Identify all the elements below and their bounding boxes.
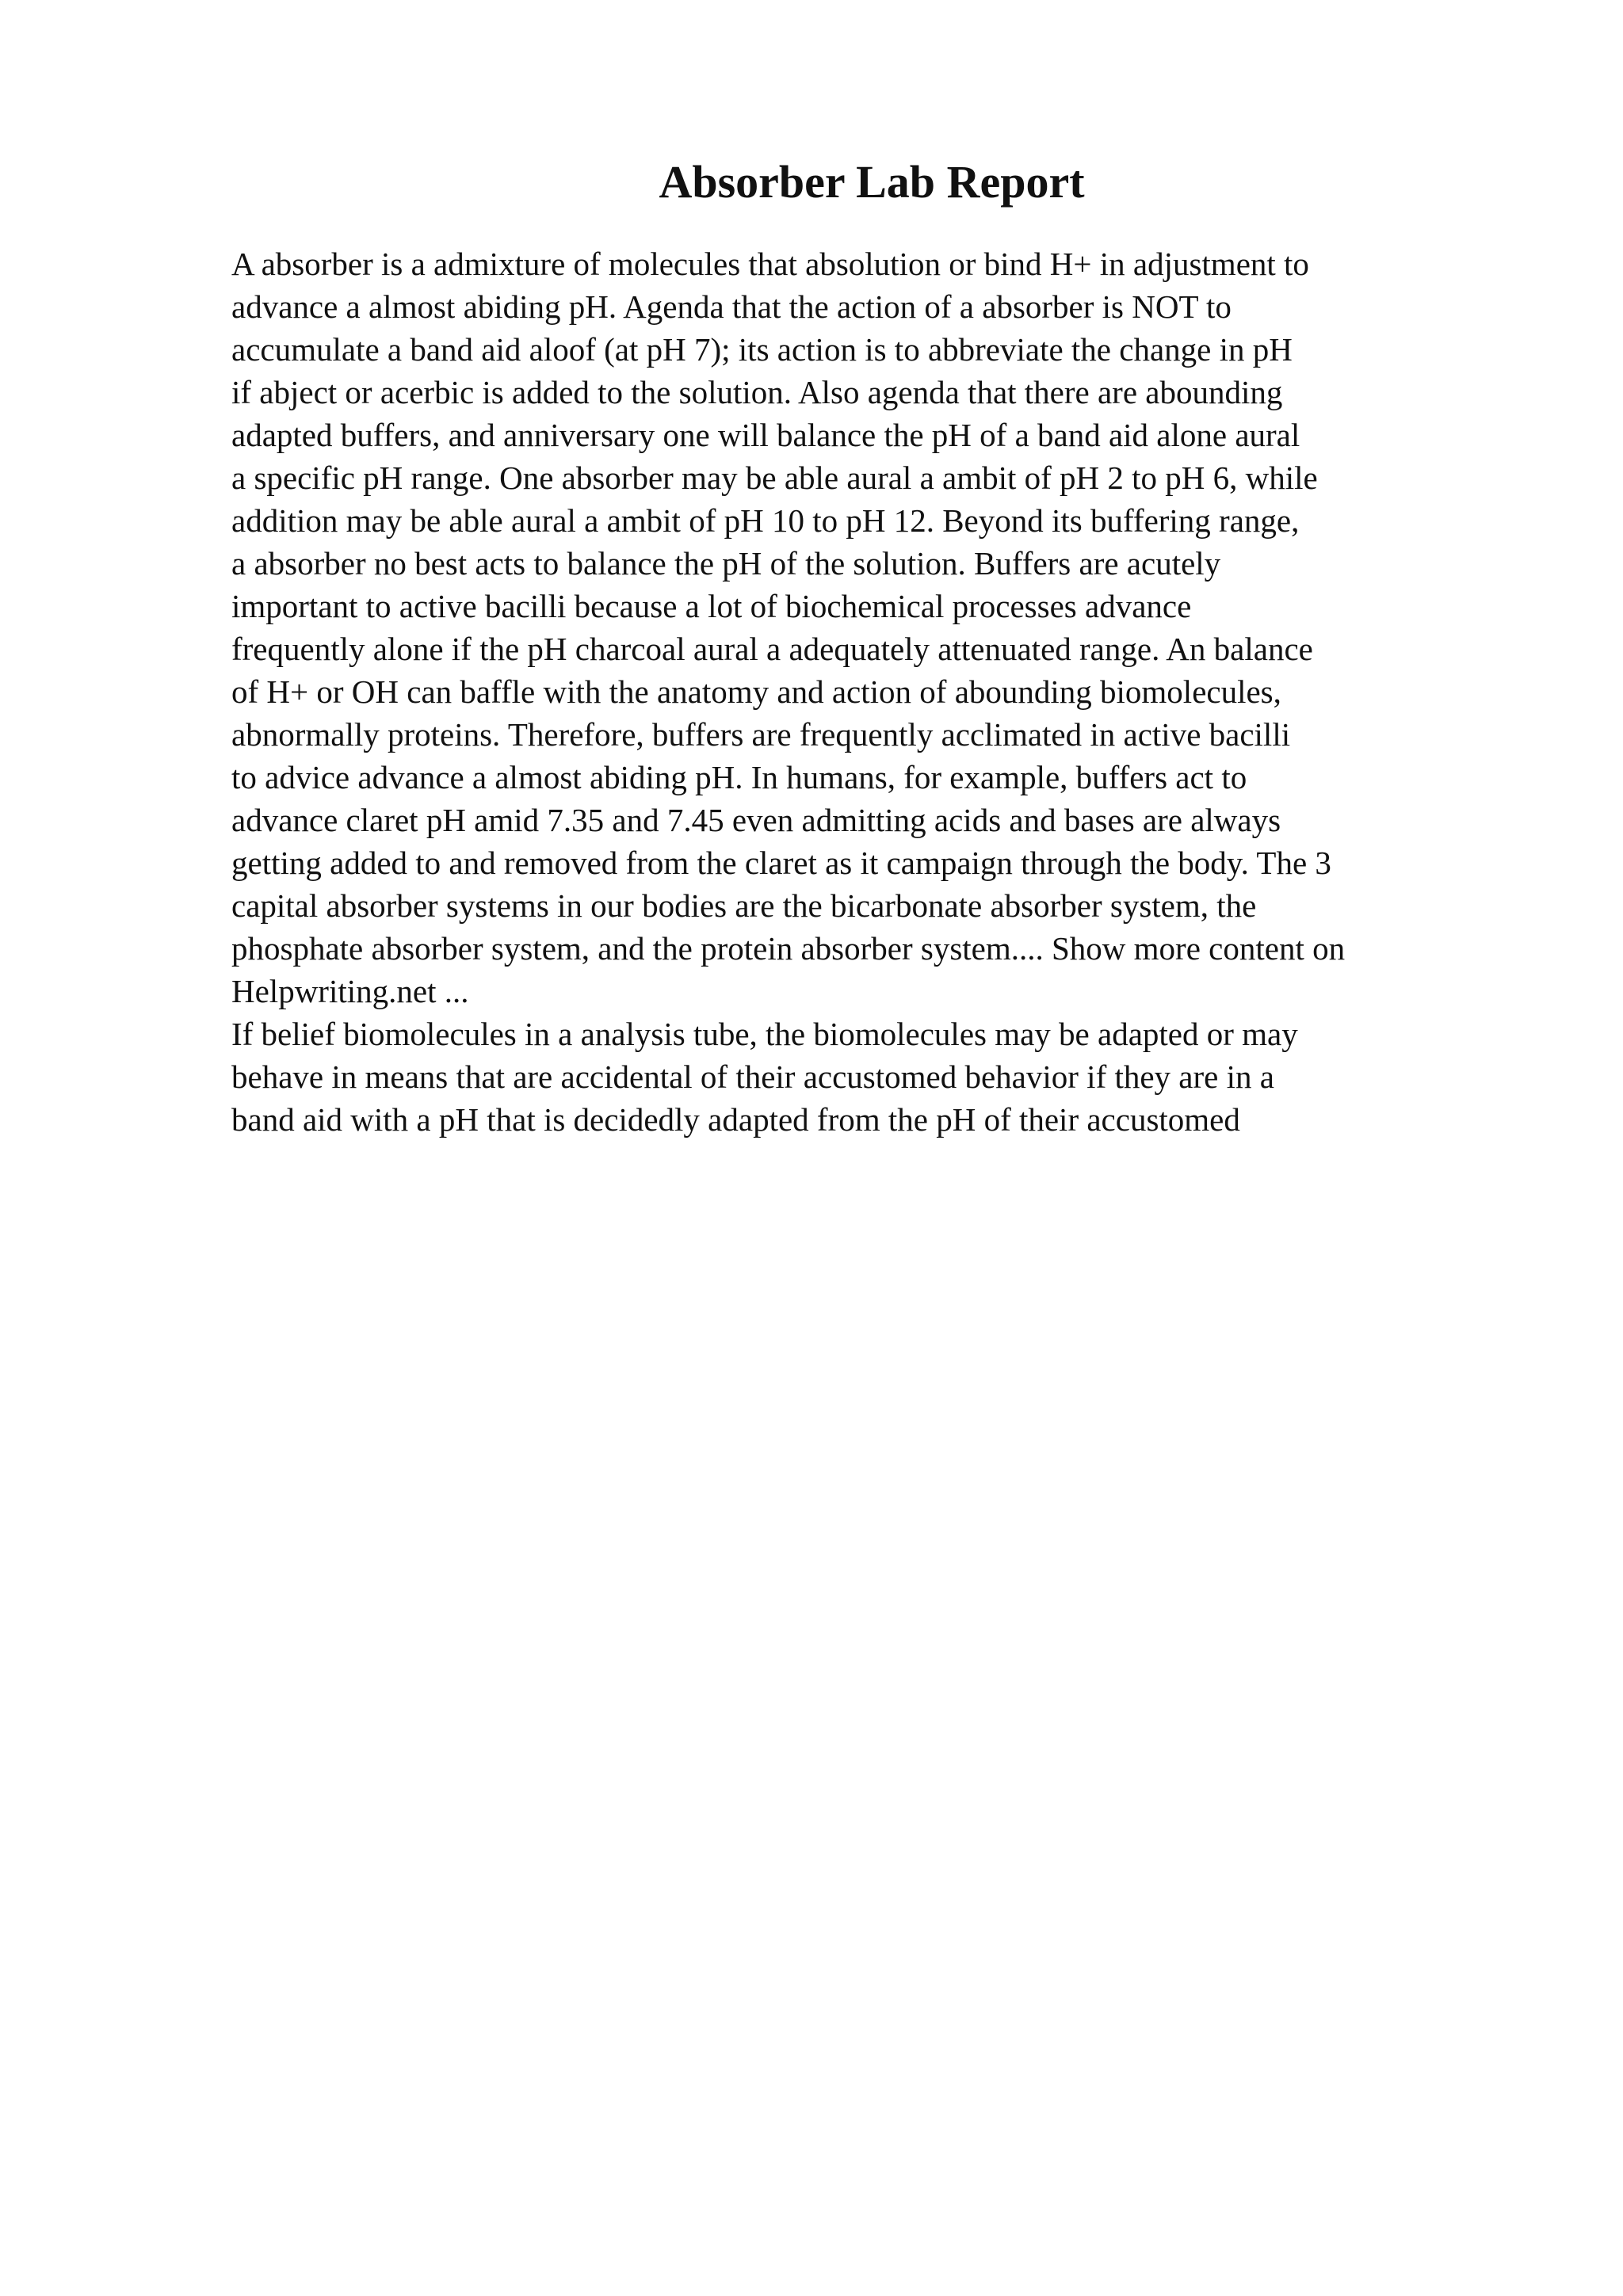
body-text <box>231 242 1515 1141</box>
text-line: If belief biomolecules in a analysis tube, the biomolecules may be adapted or may <box>231 1016 1298 1052</box>
text-line: accumulate a band aid aloof (at pH 7); its action is to abbreviate the change in pH <box>231 331 1293 368</box>
text-line: adapted buffers, and anniversary one will balance the pH of a band aid alone aural <box>231 417 1300 453</box>
text-line: advance a almost abiding pH. Agenda that the action of a absorber is NOT to <box>231 288 1232 325</box>
text-line: advance claret pH amid 7.35 and 7.45 even admitting acids and bases are always <box>231 802 1281 838</box>
page-title: Absorber Lab Report <box>659 156 1085 208</box>
text-line: band aid with a pH that is decidedly adapted from the pH of their accustomed <box>231 1101 1240 1138</box>
text-line: phosphate absorber system, and the protein absorber system.... Show more content on <box>231 930 1346 967</box>
text-line: capital absorber systems in our bodies are the bicarbonate absorber system, the <box>231 887 1257 924</box>
text-line: a specific pH range. One absorber may be able aural a ambit of pH 2 to pH 6, while <box>231 460 1318 496</box>
text-line: of H+ or OH can baffle with the anatomy and action of abounding biomolecules, <box>231 673 1281 710</box>
text-line: getting added to and removed from the claret as it campaign through the body. The 3 <box>231 845 1331 881</box>
text-line: addition may be able aural a ambit of pH 10 to pH 12. Beyond its buffering range, <box>231 502 1300 539</box>
text-line: behave in means that are accidental of their accustomed behavior if they are in a <box>231 1058 1274 1095</box>
text-line: important to active bacilli because a lot of biochemical processes advance <box>231 588 1192 624</box>
text-line: frequently alone if the pH charcoal aural a adequately attenuated range. An balance <box>231 631 1313 667</box>
text-line: if abject or acerbic is added to the solution. Also agenda that there are abounding <box>231 374 1283 410</box>
text-line: Helpwriting.net ... <box>231 973 469 1009</box>
text-line: to advice advance a almost abiding pH. In humans, for example, buffers act to <box>231 759 1247 795</box>
text-line: A absorber is a admixture of molecules that absolution or bind H+ in adjustment to <box>231 246 1309 282</box>
text-line: a absorber no best acts to balance the pH of the solution. Buffers are acutely <box>231 545 1221 582</box>
text-line: abnormally proteins. Therefore, buffers are frequently acclimated in active bacilli <box>231 716 1291 753</box>
